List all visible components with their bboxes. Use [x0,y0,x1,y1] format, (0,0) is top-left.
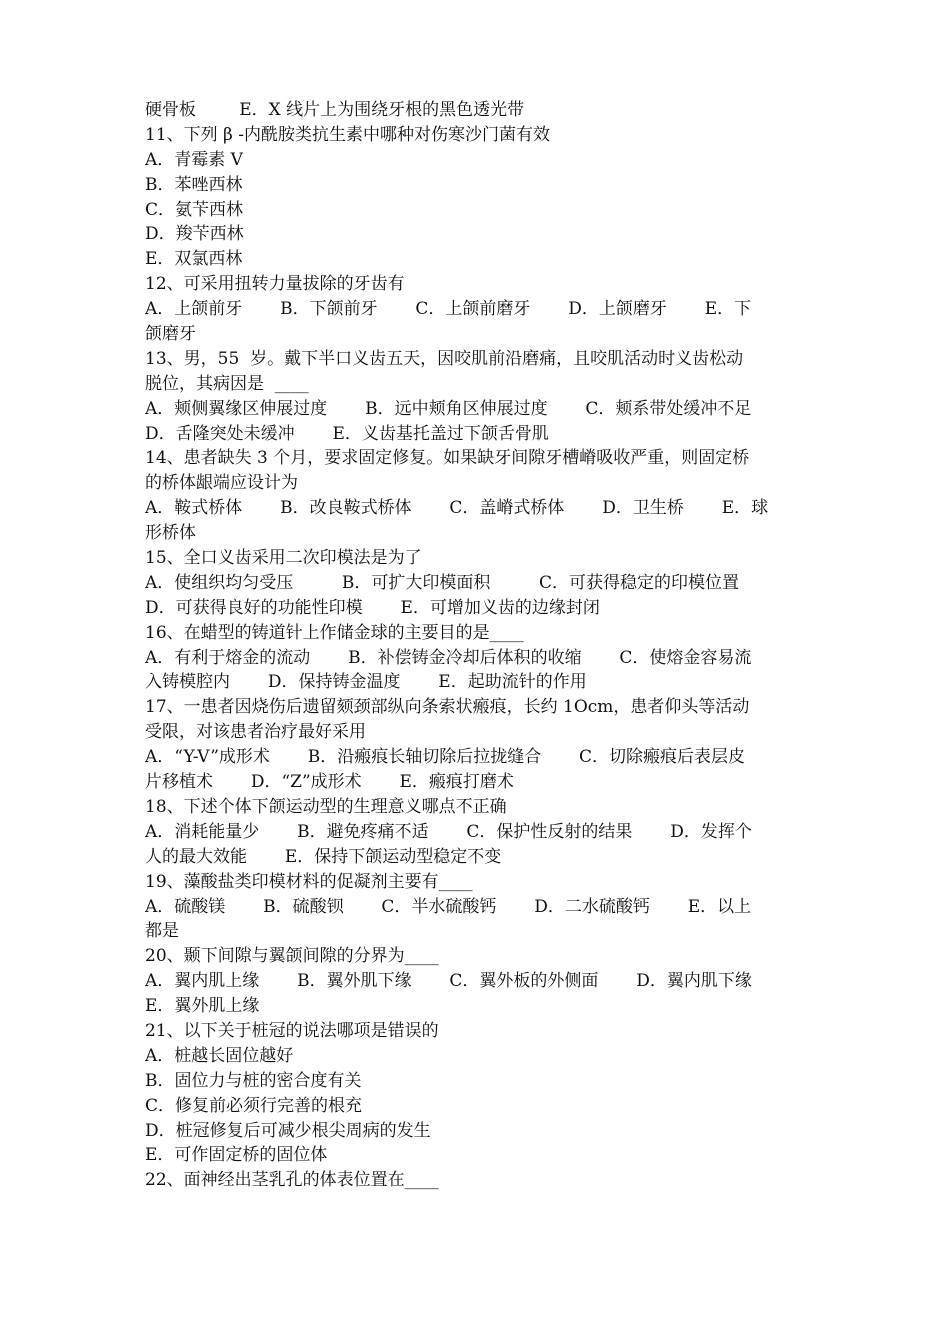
text-line: B．固位力与桩的密合度有关 [145,1070,362,1091]
text-line: 片移植术 D．“Z”成形术 E．瘢痕打磨术 [145,772,514,793]
text-line: 硬骨板 E．X 线片上为围绕牙根的黑色透光带 [145,100,525,120]
text-line: E．翼外肌上缘 [145,996,260,1017]
text-line: B．苯唑西林 [145,174,243,195]
text-line: E．双氯西林 [145,249,243,270]
text-line: 22、面神经出茎乳孔的体表位置在____ [145,1170,439,1191]
text-line: A．使组织均匀受压 B．可扩大印模面积 C．可获得稳定的印模位置 [145,572,740,593]
text-line: 都是 [145,921,179,942]
text-line: 12、可采用扭转力量拔除的牙齿有 [145,274,405,295]
document-body [145,98,810,1193]
text-line: A．上颌前牙 B．下颌前牙 C．上颌前磨牙 D．上颌磨牙 E．下 [145,299,752,320]
text-line: 的桥体龈端应设计为 [145,473,298,494]
text-line: 17、一患者因烧伤后遗留颏颈部纵向条索状瘢痕，长约 1Ocm，患者仰头等活动 [145,697,750,718]
text-line: 受限，对该患者治疗最好采用 [145,722,366,743]
text-line: D．羧苄西林 [145,224,244,245]
text-line: C．氨苄西林 [145,199,244,220]
text-line: A．青霉素 V [145,149,243,170]
text-line: 13、男，55 岁。戴下半口义齿五天，因咬肌前沿磨痛，且咬肌活动时义齿松动 [145,348,744,369]
text-line: 19、藻酸盐类印模材料的促凝剂主要有____ [145,871,473,892]
text-line: A．有利于熔金的流动 B．补偿铸金冷却后体积的收缩 C．使熔金容易流 [145,647,752,668]
text-line: 14、患者缺失 3 个月，要求固定修复。如果缺牙间隙牙槽嵴吸收严重，则固定桥 [145,448,750,469]
text-line: 人的最大效能 E．保持下颌运动型稳定不变 [145,846,502,867]
text-line: 11、下列 β -内酰胺类抗生素中哪种对伤寒沙门菌有效 [145,124,551,145]
text-line: E．可作固定桥的固位体 [145,1145,328,1166]
text-line: A．“Y-V”成形术 B．沿瘢痕长轴切除后拉拢缝合 C．切除瘢痕后表层皮 [145,747,746,768]
text-line: D．桩冠修复后可减少根尖周病的发生 [145,1120,431,1141]
text-line: 16、在蜡型的铸道针上作储金球的主要目的是____ [145,622,524,643]
text-line: D．可获得良好的功能性印模 E．可增加义齿的边缘封闭 [145,597,600,618]
text-line: C．修复前必须行完善的根充 [145,1095,363,1116]
text-line: 形桥体 [145,523,196,544]
text-line: A．桩越长固位越好 [145,1045,294,1066]
text-line: A．颊侧翼缘区伸展过度 B．远中颊角区伸展过度 C．颊系带处缓冲不足 [145,398,752,419]
text-line: 15、全口义齿采用二次印模法是为了 [145,548,422,569]
text-line: 脱位，其病因是 ____ [145,373,309,394]
text-line: A．消耗能量少 B．避免疼痛不适 C．保护性反射的结果 D．发挥个 [145,821,752,842]
text-line: 21、以下关于桩冠的说法哪项是错误的 [145,1020,439,1041]
text-line: 颌磨牙 [145,324,196,345]
text-line: A．硫酸镁 B．硫酸钡 C．半水硫酸钙 D．二水硫酸钙 E．以上 [145,896,752,917]
text-line: A．翼内肌上缘 B．翼外肌下缘 C．翼外板的外侧面 D．翼内肌下缘 [145,971,752,992]
text-line: D．舌隆突处未缓冲 E．义齿基托盖过下颌舌骨肌 [145,423,549,444]
text-line: 20、颞下间隙与翼颌间隙的分界为____ [145,946,439,967]
text-line: 入铸模腔内 D．保持铸金温度 E．起助流针的作用 [145,672,587,693]
text-line: A．鞍式桥体 B．改良鞍式桥体 C．盖嵴式桥体 D．卫生桥 E．球 [145,498,769,519]
text-line: 18、下述个体下颌运动型的生理意义哪点不正确 [145,796,507,817]
